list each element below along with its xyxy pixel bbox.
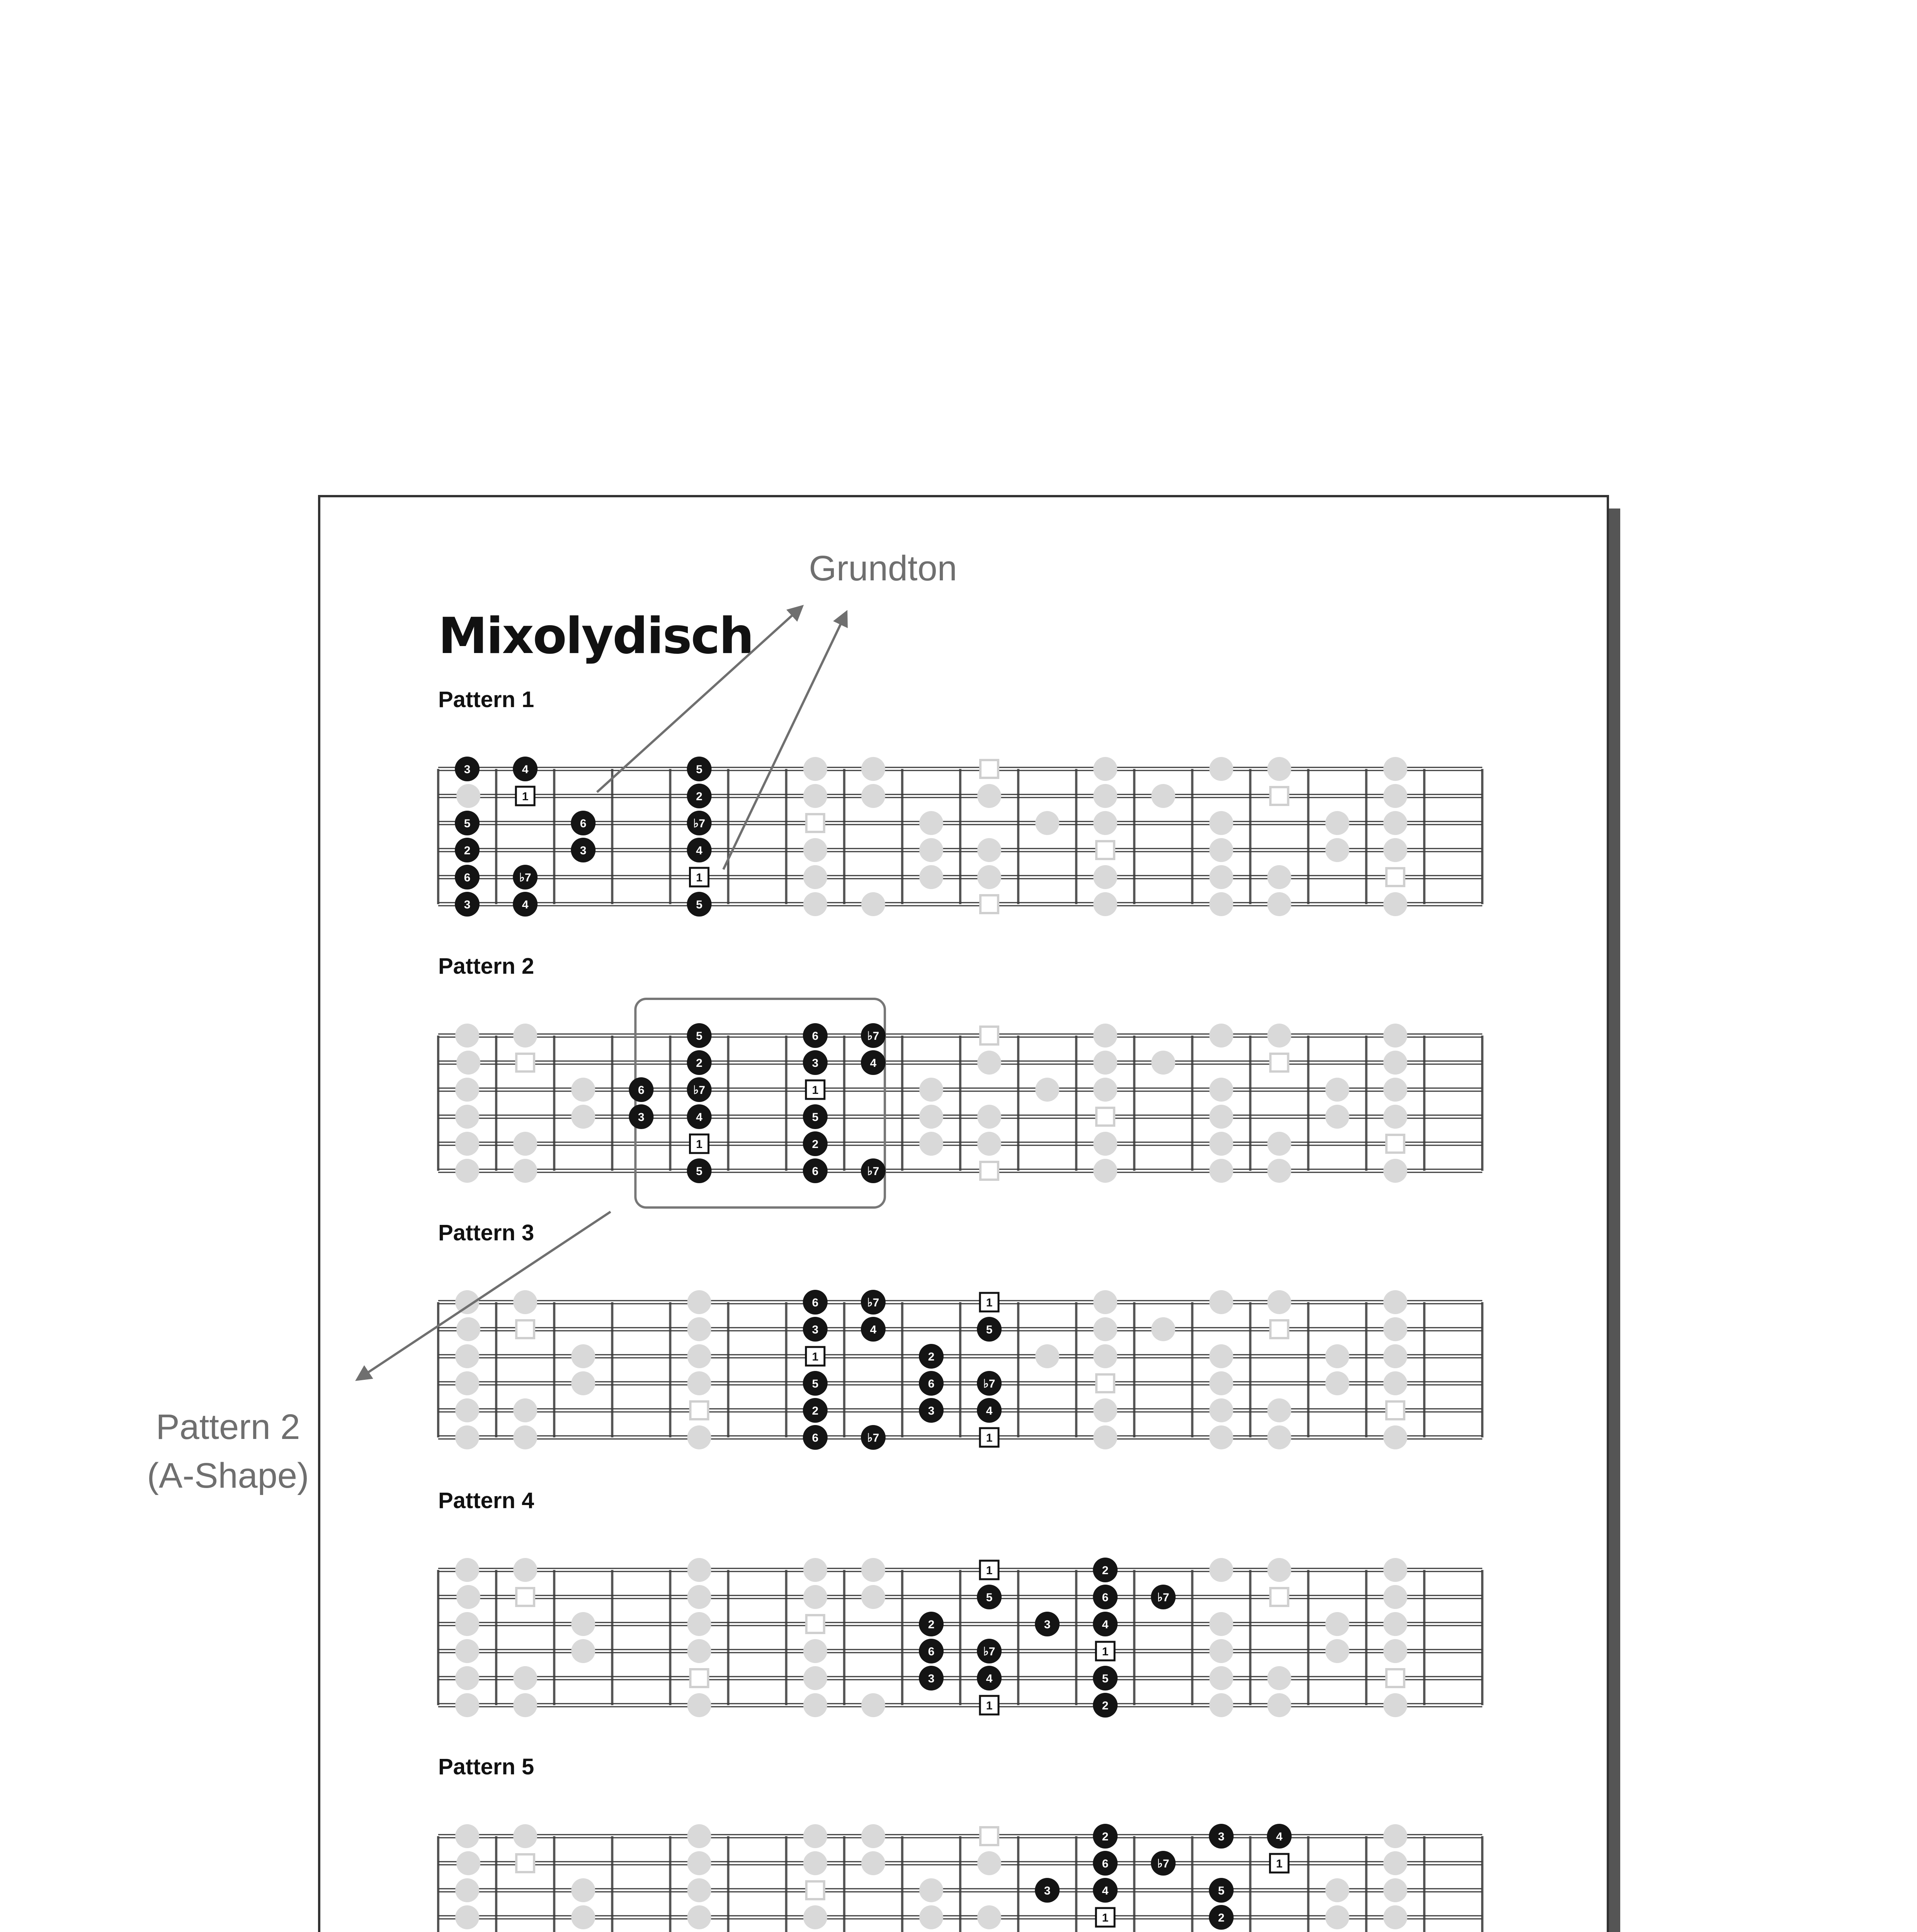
scale-tone-outside (1383, 1159, 1407, 1183)
interval-label: 2 (812, 1405, 819, 1417)
interval-label: 4 (1102, 1618, 1109, 1631)
scale-tone-outside-root (980, 760, 998, 778)
scale-tone-outside (803, 865, 827, 889)
scale-tone-outside (687, 1878, 711, 1902)
scale-tone-outside (919, 1078, 943, 1102)
scale-tone-outside (1035, 1344, 1059, 1368)
interval-label: 4 (1276, 1830, 1283, 1843)
root-tone-label: 1 (1276, 1857, 1283, 1870)
interval-label: 6 (638, 1084, 645, 1097)
scale-tone-outside (1093, 811, 1117, 835)
scale-tone-outside (1093, 865, 1117, 889)
scale-tone-outside-root (1271, 1054, 1288, 1071)
interval-label: 3 (580, 844, 587, 857)
interval-label: 2 (812, 1138, 819, 1151)
scale-tone-outside (1035, 1078, 1059, 1102)
scale-tone-outside (455, 1666, 479, 1690)
scale-tone-outside (1209, 1693, 1233, 1717)
pattern-label: Pattern 5 (438, 1754, 534, 1779)
scale-tone-outside (687, 1905, 711, 1929)
scale-tone-outside (1383, 1878, 1407, 1902)
scale-tone-outside (861, 1693, 885, 1717)
scale-tone-outside (571, 1639, 595, 1663)
interval-label: 4 (1102, 1884, 1109, 1897)
scale-tone-outside (455, 1425, 479, 1449)
scale-tone-outside (455, 1105, 479, 1129)
scale-tone-outside (803, 784, 827, 808)
scale-tone-outside-root (1096, 1374, 1114, 1392)
scale-tone-outside-root (1271, 1588, 1288, 1606)
interval-label: 3 (464, 763, 471, 776)
scale-tone-outside-root (516, 1320, 534, 1338)
scale-tone-outside (1267, 865, 1291, 889)
scale-tone-outside (1325, 1105, 1349, 1129)
scale-tone-outside (803, 838, 827, 862)
scale-tone-outside (803, 1639, 827, 1663)
scale-tone-outside (1267, 1290, 1291, 1314)
scale-tone-outside (1209, 892, 1233, 916)
scale-tone-outside-root (1386, 1669, 1404, 1687)
scale-tone-outside (1325, 1371, 1349, 1395)
scale-tone-outside (1325, 1639, 1349, 1663)
scale-tone-outside (1383, 1105, 1407, 1129)
scale-tone-outside (455, 1371, 479, 1395)
scale-tone-outside (571, 1105, 595, 1129)
scale-tone-outside (977, 1905, 1001, 1929)
scale-tone-outside (1383, 1317, 1407, 1341)
scale-tone-outside (1325, 1612, 1349, 1636)
scale-tone-outside-root (516, 1588, 534, 1606)
scale-tone-outside-root (980, 1827, 998, 1845)
scale-tone-outside (1093, 1317, 1117, 1341)
scale-tone-outside (1325, 838, 1349, 862)
scale-tone-outside (1267, 1558, 1291, 1582)
interval-label: 6 (928, 1645, 935, 1658)
scale-tone-outside (1151, 1317, 1175, 1341)
scale-tone-outside (513, 1132, 537, 1156)
interval-label: 6 (812, 1432, 819, 1444)
interval-label: 6 (812, 1165, 819, 1178)
scale-tone-outside (1325, 1905, 1349, 1929)
grundton-label: Grundton (809, 549, 957, 588)
scale-tone-outside (456, 1585, 480, 1609)
root-tone-label: 1 (986, 1699, 993, 1712)
scale-tone-outside (1209, 1105, 1233, 1129)
interval-label: 3 (638, 1111, 645, 1124)
scale-tone-outside (861, 1851, 885, 1875)
scale-tone-outside (1209, 1558, 1233, 1582)
scale-tone-outside (687, 1425, 711, 1449)
scale-tone-outside (513, 1290, 537, 1314)
scale-tone-outside (455, 1824, 479, 1848)
pattern-label: Pattern 4 (438, 1488, 534, 1513)
scale-tone-outside (977, 838, 1001, 862)
scale-tone-outside (1383, 1078, 1407, 1102)
interval-label: 4 (696, 844, 703, 857)
scale-tone-outside (1209, 757, 1233, 781)
inner-page-title: Mixolydisch (438, 607, 753, 665)
scale-tone-outside (803, 1585, 827, 1609)
scale-tone-outside (687, 1612, 711, 1636)
scale-tone-outside (456, 1051, 480, 1075)
scale-tone-outside (1209, 1398, 1233, 1422)
scale-tone-outside (571, 1371, 595, 1395)
interval-label: 5 (1102, 1672, 1109, 1685)
scale-tone-outside (919, 865, 943, 889)
interval-label: 5 (986, 1591, 993, 1604)
scale-tone-outside (455, 1639, 479, 1663)
scale-tone-outside (571, 1078, 595, 1102)
interval-label: 2 (928, 1618, 935, 1631)
scale-tone-outside (1209, 811, 1233, 835)
scale-tone-outside (919, 1905, 943, 1929)
scale-tone-outside-root (691, 1669, 708, 1687)
scale-tone-outside (513, 1398, 537, 1422)
scale-tone-outside (1209, 1639, 1233, 1663)
scale-tone-outside (1209, 838, 1233, 862)
scale-tone-outside (455, 1612, 479, 1636)
interval-label: 2 (1102, 1830, 1109, 1843)
scale-tone-outside-root (1271, 1320, 1288, 1338)
scale-tone-outside (455, 1558, 479, 1582)
scale-tone-outside (977, 784, 1001, 808)
scale-tone-outside (1093, 1290, 1117, 1314)
interval-label: 5 (696, 1165, 703, 1178)
pattern-label: Pattern 1 (438, 687, 534, 712)
root-tone-label: 1 (696, 871, 703, 884)
scale-tone-outside (1383, 811, 1407, 835)
interval-label: 4 (696, 1111, 703, 1124)
scale-tone-outside (1325, 1078, 1349, 1102)
scale-tone-outside (1151, 784, 1175, 808)
scale-tone-outside (803, 1558, 827, 1582)
interval-label: ♭7 (693, 817, 705, 830)
scale-tone-outside (1209, 1078, 1233, 1102)
scale-tone-outside (456, 784, 480, 808)
scale-tone-outside (1035, 811, 1059, 835)
scale-tone-outside (571, 1905, 595, 1929)
interval-label: 6 (812, 1296, 819, 1309)
scale-tone-outside (1093, 1132, 1117, 1156)
scale-tone-outside (1383, 784, 1407, 808)
interval-label: 4 (870, 1323, 877, 1336)
scale-tone-outside (455, 1398, 479, 1422)
interval-label: 4 (986, 1672, 993, 1685)
scale-tone-outside (455, 1132, 479, 1156)
scale-tone-outside (687, 1824, 711, 1848)
scale-tone-outside (861, 1824, 885, 1848)
scale-tone-outside (687, 1585, 711, 1609)
scale-tone-outside (571, 1878, 595, 1902)
interval-label: ♭7 (983, 1645, 995, 1658)
scale-tone-outside (1209, 1371, 1233, 1395)
scale-tone-outside (1209, 1024, 1233, 1048)
root-tone-label: 1 (986, 1432, 993, 1444)
scale-tone-outside (1383, 1851, 1407, 1875)
scale-tone-outside (687, 1639, 711, 1663)
scale-tone-outside (1267, 1024, 1291, 1048)
interval-label: 3 (812, 1323, 819, 1336)
scale-tone-outside (1267, 1159, 1291, 1183)
scale-tone-outside (455, 1878, 479, 1902)
scale-tone-outside (687, 1693, 711, 1717)
scale-tone-outside (456, 1851, 480, 1875)
root-tone-label: 1 (986, 1296, 993, 1309)
scale-tone-outside (513, 1693, 537, 1717)
scale-tone-outside (1383, 1693, 1407, 1717)
interval-label: 2 (1102, 1564, 1109, 1577)
scale-tone-outside (861, 1585, 885, 1609)
scale-tone-outside (803, 1824, 827, 1848)
scale-tone-outside (803, 1693, 827, 1717)
interval-label: 5 (464, 817, 471, 830)
interval-label: 6 (1102, 1857, 1109, 1870)
scale-tone-outside (1383, 1344, 1407, 1368)
scale-tone-outside (1325, 1344, 1349, 1368)
interval-label: ♭7 (519, 871, 531, 884)
scale-tone-outside (1209, 1666, 1233, 1690)
interval-label: 5 (1218, 1884, 1225, 1897)
scale-tone-outside (803, 1851, 827, 1875)
scale-tone-outside (1209, 1425, 1233, 1449)
root-tone-label: 1 (1102, 1645, 1109, 1658)
scale-tone-outside (919, 811, 943, 835)
interval-label: 3 (1044, 1618, 1051, 1631)
scale-tone-outside (1383, 1290, 1407, 1314)
scale-tone-outside-root (1386, 868, 1404, 886)
scale-tone-outside (977, 1132, 1001, 1156)
scale-tone-outside (513, 1824, 537, 1848)
scale-tone-outside (977, 1851, 1001, 1875)
interval-label: 6 (812, 1030, 819, 1043)
interval-label: 5 (696, 1030, 703, 1043)
interval-label: ♭7 (867, 1030, 879, 1043)
interval-label: ♭7 (693, 1084, 705, 1097)
scale-tone-outside-root (691, 1401, 708, 1419)
scale-tone-outside (1151, 1051, 1175, 1075)
scale-tone-outside (1267, 1693, 1291, 1717)
interval-label: 3 (1044, 1884, 1051, 1897)
scale-tone-outside (455, 1905, 479, 1929)
interval-label: 5 (812, 1111, 819, 1124)
interval-label: 3 (928, 1672, 935, 1685)
scale-tone-outside (919, 838, 943, 862)
root-tone-label: 1 (812, 1084, 819, 1097)
pattern2-annotation: Pattern 2 (A-Shape) (147, 1407, 309, 1495)
scale-tone-outside (455, 1693, 479, 1717)
scale-tone-outside (1093, 1344, 1117, 1368)
interval-label: 3 (928, 1405, 935, 1417)
interval-label: 4 (522, 898, 529, 911)
scale-tone-outside (1383, 1639, 1407, 1663)
scale-tone-outside-root (806, 814, 824, 832)
scale-tone-outside (571, 1344, 595, 1368)
scale-tone-outside (455, 1159, 479, 1183)
scale-tone-outside (1209, 1612, 1233, 1636)
interval-label: 6 (464, 871, 471, 884)
scale-tone-outside (1383, 1612, 1407, 1636)
scale-tone-outside (861, 892, 885, 916)
scale-tone-outside-root (1386, 1135, 1404, 1153)
interval-label: 6 (1102, 1591, 1109, 1604)
scale-tone-outside (1383, 1024, 1407, 1048)
interval-label: 2 (696, 1057, 703, 1070)
scale-tone-outside-root (980, 1162, 998, 1180)
scale-tone-outside (687, 1371, 711, 1395)
scale-tone-outside (1383, 1585, 1407, 1609)
scale-tone-outside (513, 1558, 537, 1582)
scale-tone-outside (1267, 1666, 1291, 1690)
scale-tone-outside (1267, 1398, 1291, 1422)
scale-tone-outside (1093, 1078, 1117, 1102)
scale-tone-outside (1093, 1425, 1117, 1449)
scale-tone-outside (1209, 865, 1233, 889)
scale-tone-outside (977, 1051, 1001, 1075)
root-tone-label: 1 (1102, 1912, 1109, 1924)
interval-label: 3 (1218, 1830, 1225, 1843)
scale-tone-outside (1383, 1824, 1407, 1848)
scale-tone-outside (1267, 1425, 1291, 1449)
scale-tone-outside-root (1096, 841, 1114, 859)
scale-tone-outside (803, 892, 827, 916)
scale-tone-outside-root (806, 1881, 824, 1899)
scale-tone-outside (1093, 1159, 1117, 1183)
interval-label: 2 (928, 1350, 935, 1363)
scale-tone-outside (571, 1612, 595, 1636)
scale-tone-outside-root (806, 1615, 824, 1633)
interval-label: ♭7 (1157, 1857, 1169, 1870)
scale-tone-outside (1383, 1558, 1407, 1582)
scale-tone-outside (1383, 757, 1407, 781)
scale-tone-outside (1093, 757, 1117, 781)
scale-tone-outside (919, 1132, 943, 1156)
interval-label: 6 (928, 1378, 935, 1390)
scale-tone-outside (1093, 1398, 1117, 1422)
scale-tone-outside (977, 865, 1001, 889)
scale-tone-outside-root (980, 895, 998, 913)
scale-tone-outside-root (516, 1854, 534, 1872)
scale-tone-outside (861, 1558, 885, 1582)
scale-tone-outside (456, 1317, 480, 1341)
scale-tone-outside (687, 1851, 711, 1875)
interval-label: 5 (812, 1378, 819, 1390)
pattern-label: Pattern 3 (438, 1220, 534, 1245)
scale-tone-outside (803, 1905, 827, 1929)
interval-label: 5 (986, 1323, 993, 1336)
scale-tone-outside (455, 1078, 479, 1102)
interval-label: 2 (464, 844, 471, 857)
scale-tone-outside-root (980, 1027, 998, 1044)
scale-tone-outside (1209, 1344, 1233, 1368)
scale-tone-outside (1383, 1425, 1407, 1449)
scale-tone-outside (1093, 784, 1117, 808)
interval-label: 3 (812, 1057, 819, 1070)
scale-tone-outside-root (1096, 1108, 1114, 1126)
scale-tone-outside (1093, 1051, 1117, 1075)
interval-label: 2 (1218, 1912, 1225, 1924)
scale-tone-outside (861, 784, 885, 808)
scale-tone-outside (1093, 892, 1117, 916)
scale-tone-outside-root (1386, 1401, 1404, 1419)
scale-tone-outside (1093, 1024, 1117, 1048)
interval-label: 2 (1102, 1699, 1109, 1712)
scale-tone-outside (1267, 1132, 1291, 1156)
scale-tone-outside (687, 1317, 711, 1341)
scale-tone-outside (687, 1290, 711, 1314)
scale-tone-outside (919, 1878, 943, 1902)
scale-tone-outside (687, 1344, 711, 1368)
scale-tone-outside (513, 1024, 537, 1048)
scale-tone-outside (1383, 1905, 1407, 1929)
interval-label: 4 (986, 1405, 993, 1417)
scale-tone-outside (455, 1344, 479, 1368)
scale-tone-outside (1209, 1290, 1233, 1314)
scale-tone-outside (803, 1666, 827, 1690)
root-tone-label: 1 (986, 1564, 993, 1577)
scale-tone-outside (803, 757, 827, 781)
interval-label: ♭7 (867, 1432, 879, 1444)
scale-tone-outside (919, 1105, 943, 1129)
scale-tone-outside (513, 1666, 537, 1690)
scale-tone-outside (861, 757, 885, 781)
scale-tone-outside (513, 1425, 537, 1449)
pattern-label: Pattern 2 (438, 954, 534, 979)
interval-label: 4 (870, 1057, 877, 1070)
interval-label: 3 (464, 898, 471, 911)
interval-label: ♭7 (867, 1296, 879, 1309)
root-tone-label: 1 (696, 1138, 703, 1151)
scale-tone-outside (1209, 1159, 1233, 1183)
scale-tone-outside (1383, 1051, 1407, 1075)
scale-tone-outside (1383, 892, 1407, 916)
scale-tone-outside (1209, 1132, 1233, 1156)
interval-label: 4 (522, 763, 529, 776)
scale-tone-outside (687, 1558, 711, 1582)
scale-tone-outside (1267, 892, 1291, 916)
scale-tone-outside (1383, 1371, 1407, 1395)
scale-tone-outside (513, 1159, 537, 1183)
interval-label: 5 (696, 763, 703, 776)
scale-tone-outside (1267, 757, 1291, 781)
scale-tone-outside (1325, 1878, 1349, 1902)
scale-tone-outside (977, 1105, 1001, 1129)
interval-label: ♭7 (983, 1378, 995, 1390)
scale-tone-outside (1325, 811, 1349, 835)
root-tone-label: 1 (812, 1350, 819, 1363)
interval-label: 6 (580, 817, 587, 830)
interval-label: 2 (696, 790, 703, 803)
interval-label: 5 (696, 898, 703, 911)
scale-tone-outside-root (1271, 787, 1288, 805)
scale-tone-outside-root (516, 1054, 534, 1071)
interval-label: ♭7 (867, 1165, 879, 1178)
scale-tone-outside (455, 1024, 479, 1048)
root-tone-label: 1 (522, 790, 529, 803)
interval-label: ♭7 (1157, 1591, 1169, 1604)
scale-tone-outside (1383, 838, 1407, 862)
